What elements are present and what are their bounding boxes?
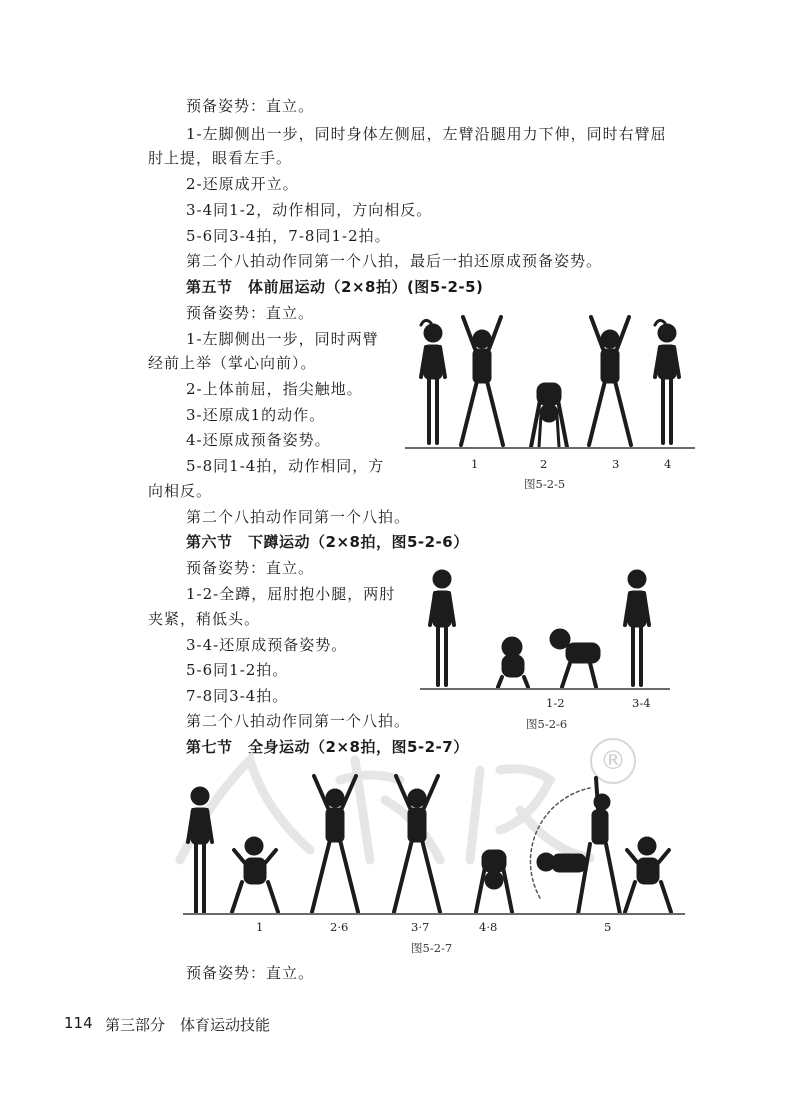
text-line: 夹紧，稍低头。: [148, 610, 261, 628]
figure-forward-bend: [531, 383, 567, 447]
figure-5-2-7: [180, 770, 685, 915]
text-line: 经前上举（掌心向前）。: [148, 354, 317, 372]
figure-step-label: 4·8: [479, 920, 498, 934]
ground-line: [420, 688, 670, 690]
text-line: 预备姿势：直立。: [186, 559, 315, 577]
text-line: 3-4同1-2，动作相同，方向相反。: [186, 201, 433, 219]
text-line: 第二个八拍动作同第一个八拍，最后一拍还原成预备姿势。: [186, 252, 603, 270]
text-line: 5-6同1-2拍。: [186, 661, 289, 679]
figure-arms-up: [312, 776, 358, 912]
text-line: 5-6同3-4拍，7-8同1-2拍。: [186, 227, 391, 245]
figure-half-squat: [625, 837, 671, 912]
text-line: 7-8同3-4拍。: [186, 687, 289, 705]
figure-step-label: 1: [256, 920, 264, 934]
text-line: 5-8同1-4拍，动作相同，方: [186, 457, 385, 475]
figure-step-label: 2: [540, 457, 548, 471]
figure-standing: [625, 570, 649, 685]
text-line: 肘上提，眼看左手。: [148, 149, 293, 167]
figure-step-label: 2·6: [330, 920, 349, 934]
section-heading-6: 第六节 下蹲运动（2×8拍，图5-2-6）: [186, 533, 469, 551]
figure-step-label: 5: [604, 920, 612, 934]
figure-5-2-5: [405, 315, 695, 455]
text-line: 1-左脚侧出一步，同时身体左侧屈，左臂沿腿用力下伸，同时右臂屈: [186, 125, 667, 143]
figure-step-label: 3: [612, 457, 620, 471]
figure-caption: 图5-2-5: [524, 477, 566, 491]
page-number: 114: [64, 1014, 93, 1032]
text-line: 预备姿势：直立。: [186, 304, 315, 322]
text-line: 1-左脚侧出一步，同时两臂: [186, 330, 379, 348]
figure-step-label: 1-2: [546, 696, 565, 710]
figure-arms-up: [394, 776, 440, 912]
figure-caption: 图5-2-7: [411, 941, 453, 955]
text-line: 预备姿势：直立。: [186, 964, 315, 982]
running-footer: 第三部分 体育运动技能: [105, 1016, 271, 1034]
text-line: 2-上体前屈，指尖触地。: [186, 380, 363, 398]
figure-squat: [498, 637, 528, 687]
section-heading-5: 第五节 体前屈运动（2×8拍）(图5-2-5): [186, 278, 484, 296]
figure-standing: [188, 787, 212, 912]
text-line: 第二个八拍动作同第一个八拍。: [186, 712, 411, 730]
text-line: 向相反。: [148, 482, 213, 500]
text-line: 2-还原成开立。: [186, 175, 299, 193]
text-line: 3-4-还原成预备姿势。: [186, 636, 348, 654]
figure-arms-up: [461, 317, 503, 445]
figure-squat-side: [550, 629, 600, 687]
ground-line: [183, 913, 685, 915]
figure-step-label: 1: [471, 457, 479, 471]
text-line: 第二个八拍动作同第一个八拍。: [186, 508, 411, 526]
text-line: 4-还原成预备姿势。: [186, 431, 331, 449]
figure-step-label: 3-4: [632, 696, 651, 710]
text-line: 预备姿势：直立。: [186, 97, 315, 115]
ground-line: [405, 447, 695, 449]
figure-arms-up: [589, 317, 631, 445]
figure-body-circle: [530, 778, 620, 914]
figure-5-2-6: [420, 565, 670, 690]
figure-step-label: 3·7: [411, 920, 430, 934]
figure-half-squat: [232, 837, 278, 912]
figure-standing: [421, 320, 445, 443]
registered-mark: ®: [590, 738, 636, 784]
figure-standing: [655, 320, 679, 443]
figure-caption: 图5-2-6: [526, 717, 568, 731]
text-line: 3-还原成1的动作。: [186, 406, 326, 424]
text-line: 1-2-全蹲，屈肘抱小腿，两肘: [186, 585, 396, 603]
figure-standing: [430, 570, 454, 685]
section-heading-7: 第七节 全身运动（2×8拍，图5-2-7）: [186, 738, 469, 756]
figure-forward-bend: [476, 850, 512, 912]
figure-step-label: 4: [664, 457, 672, 471]
